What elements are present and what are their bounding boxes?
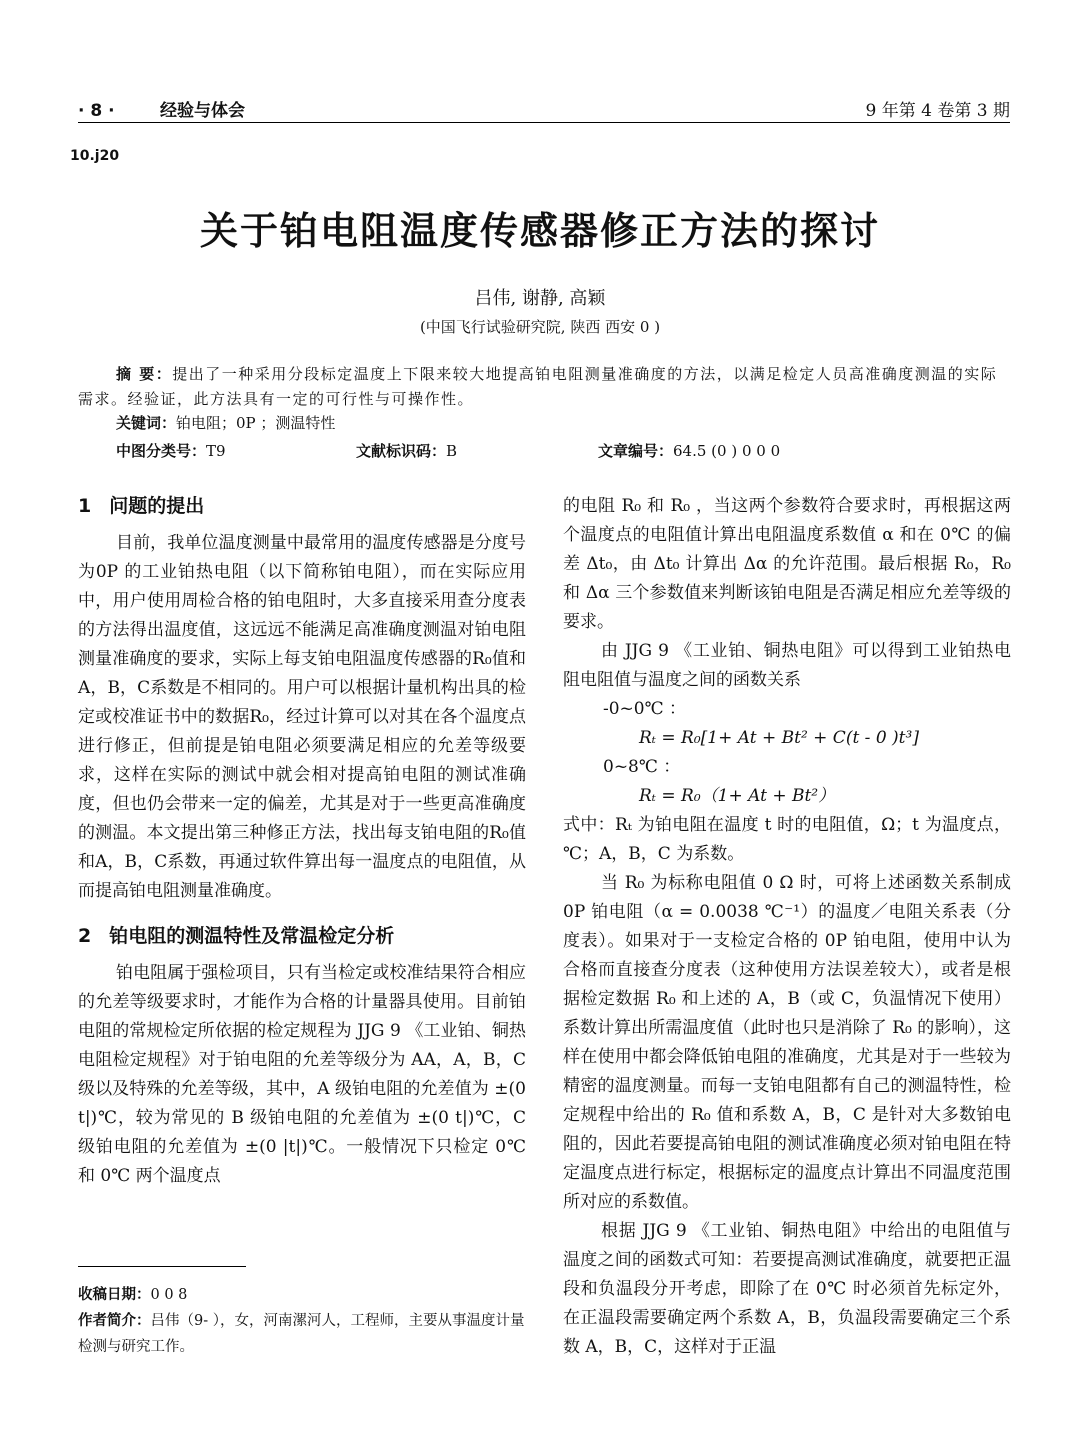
received-label: 收稿日期：	[78, 1287, 151, 1303]
issue-info: 9 年第 4 卷第 3 期	[865, 101, 1010, 121]
section-2-title: 铂电阻的测温特性及常温检定分析	[109, 925, 395, 947]
right-paragraph-1: 的电阻 R₀ 和 R₀ ，当这两个参数符合要求时，再根据这两个温度点的电阻值计算出电阻温度系数值 α 和在 0℃ 的偏差 Δt₀，由 Δt₀ 计算出 Δα 的允许范围。最后根据 R₀，R₀ 和 Δα 三个参数值来判断该铂电阻是否满足相应允差等级的要求。	[563, 496, 1011, 632]
doi: 10.j20	[70, 148, 120, 164]
doc-value: B	[446, 442, 458, 460]
section-2-number: 2	[78, 925, 92, 947]
section-2-heading	[78, 922, 526, 951]
column-name: 经验与体会	[160, 101, 245, 121]
article-value: 64.5 (0 ) 0 0 0	[673, 442, 781, 460]
running-header-left	[78, 96, 245, 121]
section-1-title: 问题的提出	[109, 495, 205, 517]
equation-negative: Rₜ = R₀[1+ At + Bt² + C(t - 0 )t³]	[639, 728, 919, 748]
abstract-label: 摘 要：	[116, 365, 173, 383]
section-1-paragraph: 目前，我单位温度测量中最常用的温度传感器是分度号为0P 的工业铂热电阻（以下简称铂电阻），而在实际应用中，用户使用周检合格的铂电阻时，大多直接采用查分度表的方法得出温度值，这远远不能满足高准确度测温对铂电阻测量准确度的要求，实际上每支铂电阻温度传感器的R₀值和A，B，C系数是不相同的。用户可以根据计量机构出具的检定或校准证书中的数据R₀，经过计算可以对其在各个温度点进行修正，但前提是铂电阻必须要满足相应的允差等级要求，这样在实际的测试中就会相对提高铂电阻的测试准确度，但也仍会带来一定的偏差，尤其是对于一些更高准确度的测温。本文提出第三种修正方法，找出每支铂电阻的R₀值和A，B，C系数，再通过软件算出每一温度点的电阻值，从而提高铂电阻测量准确度。	[78, 533, 526, 901]
keywords-text: 铂电阻；0P ；测温特性	[176, 414, 336, 432]
document-code	[356, 440, 457, 461]
right-paragraph-4: 当 R₀ 为标称电阻值 0 Ω 时，可将上述函数关系制成 0P 铂电阻（α = 0.0038 ℃⁻¹）的温度／电阻关系表（分度表）。如果对于一支检定合格的 0P 铂电阻，使用中认为合格而直接查分度表（这种使用方法误差较大），或者是根据检定数据 R₀ 和上述的 A，B（或 C，负温情况下使用）系数计算出所需温度值（此时也只是消除了 R₀ 的影响），这样在使用中都会降低铂电阻的准确度，尤其是对于一些较为精密的温度测量。而每一支铂电阻都有自己的测温特性，检定规程中给出的 R₀ 值和系数 A，B，C 是针对大多数铂电阻的，因此若要提高铂电阻的测试准确度必须对铂电阻在特定温度点进行标定，根据标定的温度点计算出不同温度范围所对应的系数值。	[563, 873, 1011, 1212]
received-value: 0 0 8	[150, 1287, 188, 1303]
left-column	[78, 492, 526, 1191]
equation-positive: Rₜ = R₀（1+ At + Bt²）	[639, 786, 836, 806]
right-column	[563, 492, 1011, 1362]
author-bio-text: 吕伟（9- ），女，河南漯河人，工程师，主要从事温度计量检测与研究工作。	[78, 1313, 525, 1355]
section-2-paragraph: 铂电阻属于强检项目，只有当检定或校准结果符合相应的允差等级要求时，才能作为合格的计量器具使用。目前铂电阻的常规检定所依据的检定规程为 JJG 9 《工业铂、铜热电阻检定规程》对于铂电阻的允差等级分为 AA，A，B，C 级以及特殊的允差等级，其中，A 级铂电阻的允差值为 ±(0 t|)℃，较为常见的 B 级铂电阻的允差值为 ±(0 t|)℃，C 级铂电阻的允差值为 ±(0 |t|)℃。一般情况下只检定 0℃ 和 0℃ 两个温度点	[78, 963, 526, 1186]
clc-value: T9	[206, 442, 226, 460]
paper-title: 关于铂电阻温度传感器修正方法的探讨	[199, 209, 880, 253]
authors: 吕伟, 谢静, 高颖	[474, 288, 606, 309]
right-paragraph-2: 由 JJG 9 《工业铂、铜热电阻》可以得到工业铂热电阻电阻值与温度之间的函数关系	[563, 641, 1011, 690]
range-positive: 0~8℃ ：	[603, 757, 681, 777]
clc-label: 中图分类号：	[116, 442, 207, 460]
author-bio	[78, 1308, 526, 1360]
right-paragraph-3: 式中：Rₜ 为铂电阻在温度 t 时的电阻值，Ω；t 为温度点，℃；A，B，C 为系数。	[563, 815, 1011, 864]
doc-label: 文献标识码：	[356, 442, 447, 460]
abstract-text: 提出了一种采用分段标定温度上下限来较大地提高铂电阻测量准确度的方法，以满足检定人员高准确度测温的实际需求。经验证，此方法具有一定的可行性与可操作性。	[78, 365, 998, 408]
article-number	[598, 440, 780, 461]
right-paragraph-5: 根据 JJG 9 《工业铂、铜热电阻》中给出的电阻值与温度之间的函数式可知：若要提高测试准确度，就要把正温段和负温段分开考虑，即除了在 0℃ 时必须首先标定外，在正温段需要确定两个系数 A，B，负温段需要确定三个系数 A，B，C，这样对于正温	[563, 1221, 1011, 1357]
header-rule	[78, 122, 1010, 123]
clc-number	[116, 440, 226, 461]
affiliation: (中国飞行试验研究院, 陕西 西安 0 )	[419, 318, 661, 336]
keywords	[116, 412, 335, 433]
abstract	[78, 362, 1010, 412]
section-1-number: 1	[78, 495, 92, 517]
range-negative: -0~0℃ ：	[603, 699, 687, 719]
author-bio-label: 作者简介：	[78, 1313, 151, 1329]
section-1-heading	[78, 492, 526, 521]
received-date	[78, 1282, 526, 1308]
page-number: · 8 ·	[78, 101, 115, 121]
keywords-label: 关键词：	[116, 414, 177, 432]
footnote-rule	[78, 1266, 246, 1267]
article-label: 文章编号：	[598, 442, 674, 460]
